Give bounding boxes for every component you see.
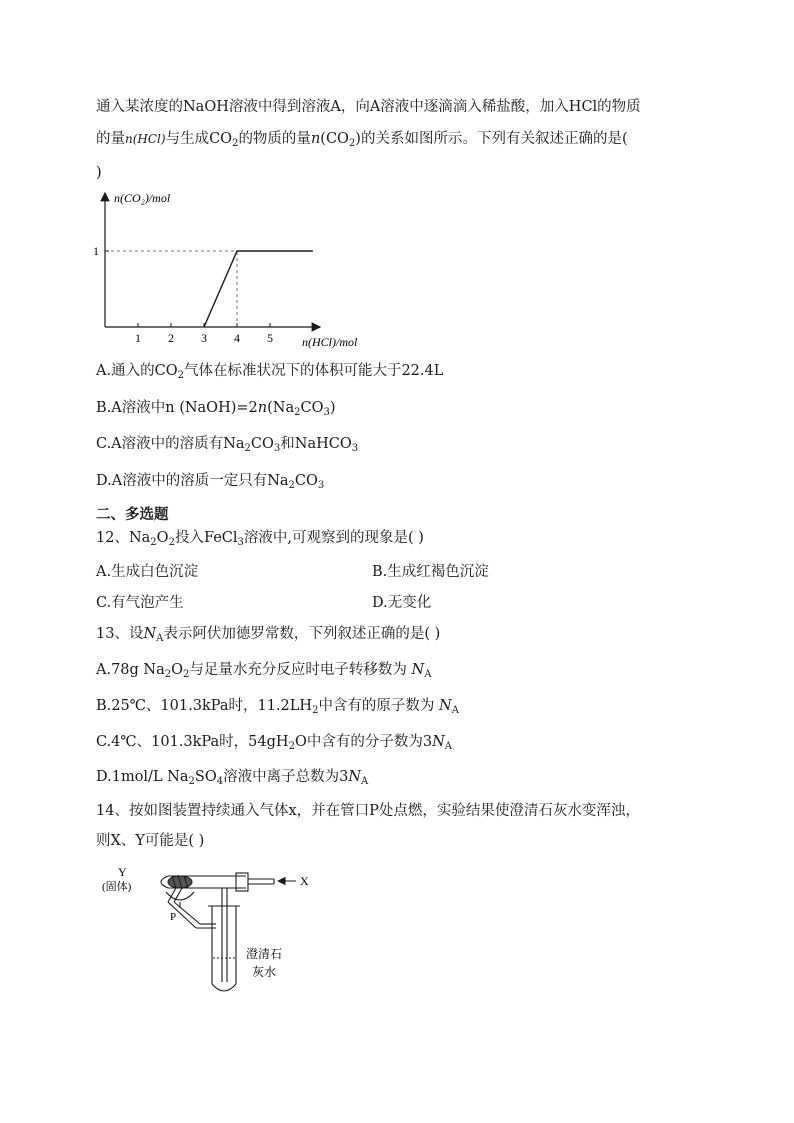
q13-option-c: C.4℃、101.3kPa时，$54gH_2O$中含有的分子数为$3N_A$ <box>96 734 452 752</box>
q14-stem-line1: 14、按如图装置持续通入气体x，并在管口P处点燃，实验结果使澄清石灰水变浑浊， <box>96 803 640 819</box>
x-tick-label-5: 5 <box>267 331 273 345</box>
q13-option-d: D.1mol/L $Na_2SO_4$溶液中离子总数为$3N_A$ <box>96 769 369 787</box>
x-tick-label-1: 1 <box>135 331 141 345</box>
q13-stem: 13、设$N_A$表示阿伏加德罗常数，下列叙述正确的是( ) <box>96 626 441 644</box>
delivery-tube <box>222 888 227 982</box>
q11-option-b: B.A溶液中n $(NaOH)=2n(Na_2CO_3)$ <box>96 400 336 418</box>
q14-stem-line2: 则X、Y可能是( ) <box>96 833 205 849</box>
limewater-label-1: 澄清石 <box>246 947 283 961</box>
q12-option-d: D.无变化 <box>372 595 432 611</box>
section-title: 二、多选题 <box>96 506 169 523</box>
q12-option-b: B.生成红褐色沉淀 <box>372 564 489 580</box>
solid-sample-icon <box>168 875 192 889</box>
p-label: P <box>170 911 177 923</box>
q12-option-a: A.生成白色沉淀 <box>96 564 199 580</box>
q12-option-c: C.有气泡产生 <box>96 595 184 611</box>
q11-option-a: A.通入的$CO_2$气体在标准状况下的体积可能大于22.4L <box>96 363 444 381</box>
q12-stem: 12、$Na_2O_2$投入FeCl$_3$溶液中,可观察到的现象是( ) <box>96 530 424 548</box>
gas-x-label: X <box>300 874 309 888</box>
y-solid-label: Y <box>118 865 127 879</box>
y-tick-label-1: 1 <box>93 244 99 258</box>
apparatus-diagram <box>96 862 326 1002</box>
burner-icon <box>166 892 194 908</box>
series-line-0 <box>204 251 313 327</box>
x-tick-label-4: 4 <box>234 331 240 345</box>
co2-hcl-chart <box>88 185 378 355</box>
q13-option-a: A.78g $Na_2O_2$与足量水充分反应时电子转移数为 $N_A$ <box>96 662 432 680</box>
q11-option-c: C.A溶液中的溶质有$Na_2CO_3$和NaHCO$_3$ <box>96 436 359 454</box>
x-tick-label-3: 3 <box>201 331 207 345</box>
q11-stem-line2: 的量n(HCl)与生成$CO_2$的物质的量$n(CO_2)$的关系如图所示。下列有关叙述正确的是( <box>96 131 628 149</box>
x-axis-label: n(HCl)/mol <box>302 335 358 349</box>
q11-option-d: D.A溶液中的溶质一定只有$Na_2CO_3$ <box>96 473 325 491</box>
limewater-label-2: 灰水 <box>252 965 277 979</box>
q13-option-b: B.25℃、101.3kPa时，$11.2LH_2$中含有的原子数为 $N_A$ <box>96 698 459 716</box>
q11-stem-line3: ) <box>96 165 102 181</box>
x-tick-label-2: 2 <box>168 331 174 345</box>
y-axis-label: n(CO₂)/mol <box>114 191 171 205</box>
test-tube <box>208 906 240 991</box>
q11-stem-line1: 通入某浓度的NaOH溶液中得到溶液A，向A溶液中逐滴滴入稀盐酸，加入HCl的物质 <box>96 99 641 115</box>
y-solid-sublabel: (固体) <box>102 881 132 893</box>
